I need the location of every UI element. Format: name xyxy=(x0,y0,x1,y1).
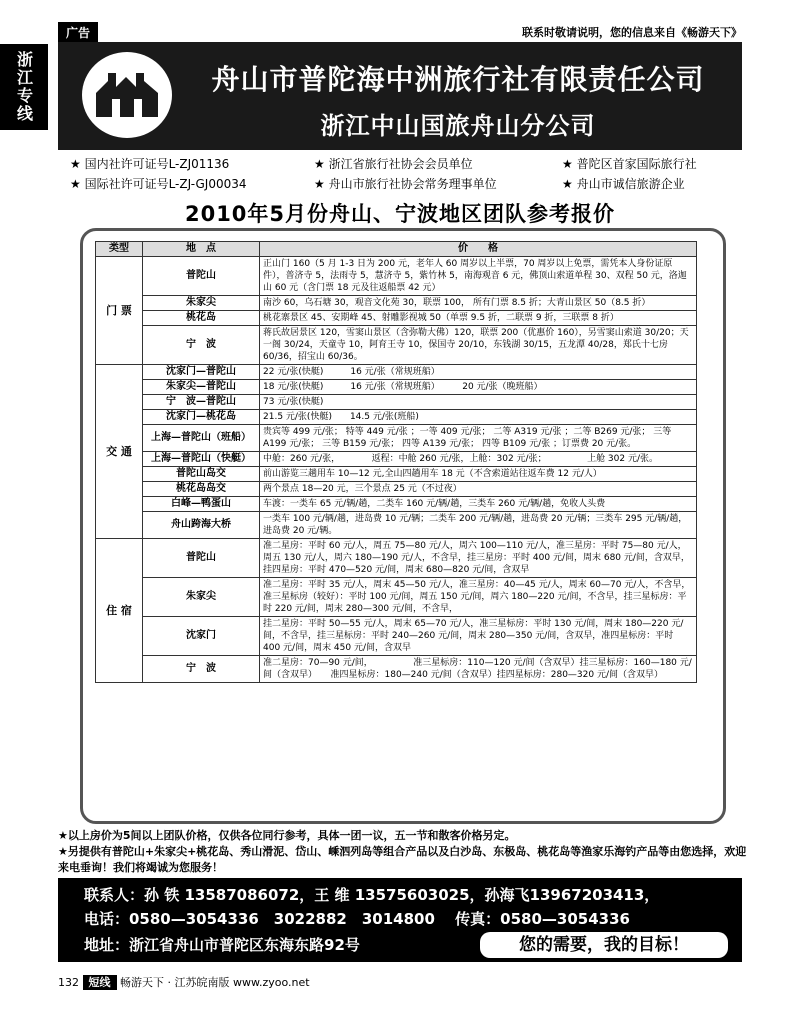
place-cell: 沈家门—普陀山 xyxy=(143,365,260,380)
table-row xyxy=(96,617,697,656)
table-row xyxy=(96,410,697,425)
header-type: 类型 xyxy=(96,242,143,257)
table-row xyxy=(96,452,697,467)
section-tag: 短线 xyxy=(83,975,117,990)
place-cell: 朱家尖—普陀山 xyxy=(143,380,260,395)
license-item: ★ 普陀区首家国际旅行社 xyxy=(562,157,697,171)
table-row xyxy=(96,497,697,512)
place-cell: 上海—普陀山（班船） xyxy=(143,425,260,452)
price-cell: 车渡：一类车 65 元/辆/趟，二类车 160 元/辆/趟，三类车 260 元/辆/趟，免收人头费 xyxy=(260,497,697,512)
price-cell: 73 元/张(快艇) xyxy=(260,395,697,410)
place-cell: 朱家尖 xyxy=(143,296,260,311)
place-cell: 沈家门 xyxy=(143,617,260,656)
table-row xyxy=(96,380,697,395)
table-row xyxy=(96,425,697,452)
table-row xyxy=(96,365,697,380)
place-cell: 宁 波 xyxy=(143,326,260,365)
price-cell: 南沙 60，乌石塘 30，观音文化苑 30，联票 100， 所有门票 8.5 折；大青山景区 50（8.5 折） xyxy=(260,296,697,311)
company-header xyxy=(58,42,742,150)
ad-tag: 广告 xyxy=(58,22,98,43)
license-item: ★ 舟山市旅行社协会常务理事单位 xyxy=(314,177,497,191)
table-row xyxy=(96,311,697,326)
place-cell: 普陀山 xyxy=(143,539,260,578)
top-bar xyxy=(58,22,742,42)
price-list-title: 2010年5月份舟山、宁波地区团队参考报价 xyxy=(184,202,616,226)
sidebar-label: 浙江专线 xyxy=(0,44,48,130)
price-cell: 贵宾等 499 元/张； 特等 449 元/张 ；一等 409 元/张； 二等 A319 元/张 ；二等 B269 元/张； 三等 A199 元/张； 三等 B159 元/张； 四等 A139 元/张； 四等 B109 元/张 ；订票费 20 元/张。 xyxy=(260,425,697,452)
price-cell: 桃花寨景区 45、安期峰 45、射雕影视城 50（单票 9.5 折，二联票 9 折，三联票 8 折） xyxy=(260,311,697,326)
place-cell: 上海—普陀山（快艇） xyxy=(143,452,260,467)
note-line: ★以上房价为5间以上团队价格，仅供各位同行参考，具体一团一议，五一节和散客价格另定。 xyxy=(58,829,516,842)
table-row xyxy=(96,656,697,683)
place-cell: 普陀山岛交 xyxy=(143,467,260,482)
price-cell: 挂二星房：平时 50—55 元/人，周末 65—70 元/人，准三星标房：平时 130 元/间，周末 180—220 元/间，不含早，挂三星标房：平时 240—260 元/间，周末 280—350 元/间，含双早，准四星标房：平时 400 元/间，周末 450 元/间，含双早 xyxy=(260,617,697,656)
price-cell: 前山游览三趟用车 10—12 元,全山四趟用车 18 元（不含索道站往返车费 12 元/人） xyxy=(260,467,697,482)
page-footer xyxy=(58,974,748,990)
source-note: 联系时敬请说明，您的信息来自《畅游天下》 xyxy=(522,26,742,39)
license-item: ★ 国际社许可证号L-ZJ-GJ00034 xyxy=(70,177,247,191)
branch-name: 浙江中山国旅舟山分公司 xyxy=(320,112,596,140)
place-cell: 舟山跨海大桥 xyxy=(143,512,260,539)
contact-address: 地址：浙江省舟山市普陀区东海东路92号 xyxy=(84,936,360,954)
license-item: ★ 舟山市诚信旅游企业 xyxy=(562,177,685,191)
note-line: ★另提供有普陀山+朱家尖+桃花岛、秀山滑泥、岱山、嵊泗列岛等组合产品以及白沙岛、东极岛、桃花岛等渔家乐海钓产品等由您选择，欢迎来电垂询！我们将竭诚为您服务！ xyxy=(58,845,747,874)
category-traffic: 交 通 xyxy=(96,365,143,539)
header-place: 地 点 xyxy=(143,242,260,257)
license-list xyxy=(70,154,750,194)
table-row xyxy=(96,395,697,410)
category-stay: 住 宿 xyxy=(96,539,143,683)
price-cell: 18 元/张(快艇) 16 元/张（常规班船） 20 元/张（晚班船） xyxy=(260,380,697,395)
place-cell: 普陀山 xyxy=(143,257,260,296)
price-cell: 中舱：260 元/张， 返程：中舱 260 元/张，上舱：302 元/张； 上舱 302 元/张。 xyxy=(260,452,697,467)
table-row xyxy=(96,257,697,296)
header-price: 价 格 xyxy=(260,242,697,257)
table-row xyxy=(96,296,697,311)
price-table-frame xyxy=(80,228,726,824)
price-cell: 正山门 160（5 月 1-3 日为 200 元，老年人 60 周岁以上半票，70 周岁以上免票，需凭本人身份证原件），普济寺 5，法雨寺 5，慧济寺 5，紫竹林 5，南海观音 6 元，佛顶山索道单程 30、双程 50 元，洛迦山 60 元（含门票 18 元及往返船票 42 元） xyxy=(260,257,697,296)
place-cell: 朱家尖 xyxy=(143,578,260,617)
place-cell: 白峰—鸭蛋山 xyxy=(143,497,260,512)
table-row xyxy=(96,326,697,365)
price-cell: 准二星房：70—90 元/间， 准三星标房：110—120 元/间（含双早）挂三星标房：160—180 元/间（含双早） 准四星标房：180—240 元/间（含双早）挂四星标房：280—320 元/间（含双早） xyxy=(260,656,697,683)
table-header-row xyxy=(96,242,697,257)
price-cell: 21.5 元/张(快艇) 14.5 元/张(班船) xyxy=(260,410,697,425)
table-row xyxy=(96,467,697,482)
magazine-name: 畅游天下 · 江苏皖南版 www.zyoo.net xyxy=(120,976,310,989)
price-table xyxy=(95,241,697,683)
place-cell: 宁 波—普陀山 xyxy=(143,395,260,410)
page-number: 132 xyxy=(58,976,79,989)
category-ticket: 门 票 xyxy=(96,257,143,365)
table-row xyxy=(96,539,697,578)
place-cell: 桃花岛 xyxy=(143,311,260,326)
table-row xyxy=(96,578,697,617)
contact-phone: 电话：0580—3054336 3022882 3014800 传真：0580—3054336 xyxy=(84,910,630,928)
building-logo-icon xyxy=(92,67,162,123)
table-row xyxy=(96,482,697,497)
price-cell: 准二星房：平时 35 元/人，周末 45—50 元/人，准三星房：40—45 元/人，周末 60—70 元/人，不含早，准三星标房（较好）：平时 100 元/间，周五 150 元/间，周六 180—220 元/间，不含早，挂三星标房：平时 220 元/间，周末 280—300 元/间，不含早， xyxy=(260,578,697,617)
place-cell: 桃花岛岛交 xyxy=(143,482,260,497)
place-cell: 宁 波 xyxy=(143,656,260,683)
company-logo xyxy=(82,52,172,138)
contact-people: 联系人：孙 铁 13587086072，王 维 13575603025，孙海飞13967203413， xyxy=(84,886,660,904)
license-item: ★ 国内社许可证号L-ZJ01136 xyxy=(70,157,230,171)
slogan-badge: 您的需要，我的目标！ xyxy=(480,932,728,958)
table-row xyxy=(96,512,697,539)
price-cell: 蒋氏故居景区 120，雪窦山景区（含弥勒大佛）120，联票 200（优惠价 160），另雪窦山索道 30/20；天一阁 30/24，天童寺 10，阿育王寺 10，保国寺 20/10，东钱湖 30/15，五龙潭 40/28，郑氏十七房 60/36，招宝山 60/36。 xyxy=(260,326,697,365)
price-cell: 准二星房：平时 60 元/人，周五 75—80 元/人，周六 100—110 元/人，准三星房：平时 75—80 元/人，周五 130 元/人，周六 180—190 元/人，不含早，挂三星房：平时 400 元/间，周末 680 元/间，含双早，挂四星房：平时 470—520 元/间，周末 680—820 元/间，含双早 xyxy=(260,539,697,578)
company-name: 舟山市普陀海中洲旅行社有限责任公司 xyxy=(211,63,705,96)
license-item: ★ 浙江省旅行社协会会员单位 xyxy=(314,157,473,171)
place-cell: 沈家门—桃花岛 xyxy=(143,410,260,425)
notes-section xyxy=(58,828,748,876)
price-cell: 22 元/张(快艇) 16 元/张（常规班船） xyxy=(260,365,697,380)
price-cell: 一类车 100 元/辆/趟，进岛费 10 元/辆；二类车 200 元/辆/趟，进岛费 20 元/辆；三类车 295 元/辆/趟，进岛费 20 元/辆。 xyxy=(260,512,697,539)
contact-block xyxy=(58,878,742,962)
price-cell: 两个景点 18—20 元，三个景点 25 元（不过夜） xyxy=(260,482,697,497)
